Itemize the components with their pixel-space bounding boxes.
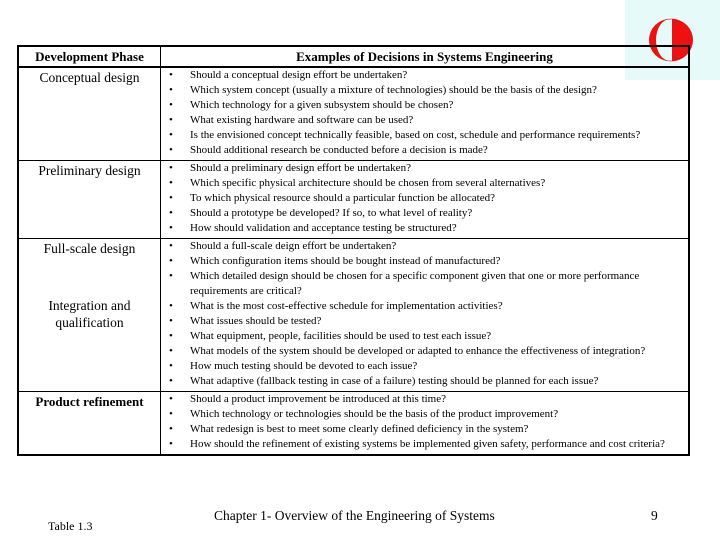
examples-cell bbox=[161, 67, 690, 161]
list-item: • Should a full-scale deign effort be undertaken? bbox=[161, 239, 688, 254]
list-item: • Is the envisioned concept technically feasible, based on cost, schedule and performance requirements? bbox=[161, 128, 688, 143]
list-item: • To which physical resource should a particular function be allocated? bbox=[161, 191, 688, 206]
phase-full-scale: Full-scale design bbox=[43, 241, 136, 256]
examples-cell bbox=[161, 239, 690, 392]
list-item: • Which technology for a given subsystem should be chosen? bbox=[161, 98, 688, 113]
header-examples: Examples of Decisions in Systems Engineering bbox=[161, 46, 690, 67]
list-item: • What models of the system should be developed or adapted to enhance the effectiveness of integration? bbox=[161, 344, 688, 359]
phase-cell: Conceptual design bbox=[18, 67, 161, 161]
table-row bbox=[18, 239, 689, 392]
list-item: • Which system concept (usually a mixture of technologies) should be the basis of the design? bbox=[161, 83, 688, 98]
list-item: • How much testing should be devoted to each issue? bbox=[161, 359, 688, 374]
table-row bbox=[18, 392, 689, 456]
list-item: • Which specific physical architecture should be chosen from several alternatives? bbox=[161, 176, 688, 191]
list-item: • Should a preliminary design effort be undertaken? bbox=[161, 161, 688, 176]
list-item: • What redesign is best to meet some clearly defined deficiency in the system? bbox=[161, 422, 688, 437]
list-item: • How should validation and acceptance testing be structured? bbox=[161, 221, 688, 236]
list-item: • How should the refinement of existing systems be implemented given safety, performance and cost criteria? bbox=[161, 437, 688, 452]
phase-cell: Preliminary design bbox=[18, 161, 161, 239]
examples-cell bbox=[161, 392, 690, 456]
list-item: • What equipment, people, facilities should be used to test each issue? bbox=[161, 329, 688, 344]
slide-footer: Chapter 1- Overview of the Engineering of Systems bbox=[214, 508, 495, 523]
list-item: • Should a product improvement be introduced at this time? bbox=[161, 392, 688, 407]
phase-cell bbox=[18, 239, 161, 392]
list-item: • What issues should be tested? bbox=[161, 314, 688, 329]
decisions-table bbox=[17, 45, 690, 456]
table-label: Table 1.3 bbox=[48, 519, 93, 533]
header-phase: Development Phase bbox=[18, 46, 161, 67]
phase-integration: Integration and qualification bbox=[48, 298, 131, 330]
list-item: • Should a conceptual design effort be undertaken? bbox=[161, 68, 688, 83]
list-item: • Which technology or technologies should be the basis of the product improvement? bbox=[161, 407, 688, 422]
table-row bbox=[18, 67, 689, 161]
list-item: • What existing hardware and software can be used? bbox=[161, 113, 688, 128]
list-item: • Should additional research be conducted before a decision is made? bbox=[161, 143, 688, 158]
table-header bbox=[18, 46, 689, 67]
examples-cell bbox=[161, 161, 690, 239]
list-item: • Which configuration items should be bought instead of manufactured? bbox=[161, 254, 688, 269]
list-item: • Which detailed design should be chosen for a specific component given that one or more performance requirements are critical? bbox=[161, 269, 688, 299]
table-row bbox=[18, 161, 689, 239]
list-item: • What adaptive (fallback testing in case of a failure) testing should be planned for each issue? bbox=[161, 374, 688, 389]
list-item: • Should a prototype be developed? If so, to what level of reality? bbox=[161, 206, 688, 221]
phase-cell: Product refinement bbox=[18, 392, 161, 456]
page-number: 9 bbox=[651, 508, 658, 523]
list-item: • What is the most cost-effective schedule for implementation activities? bbox=[161, 299, 688, 314]
